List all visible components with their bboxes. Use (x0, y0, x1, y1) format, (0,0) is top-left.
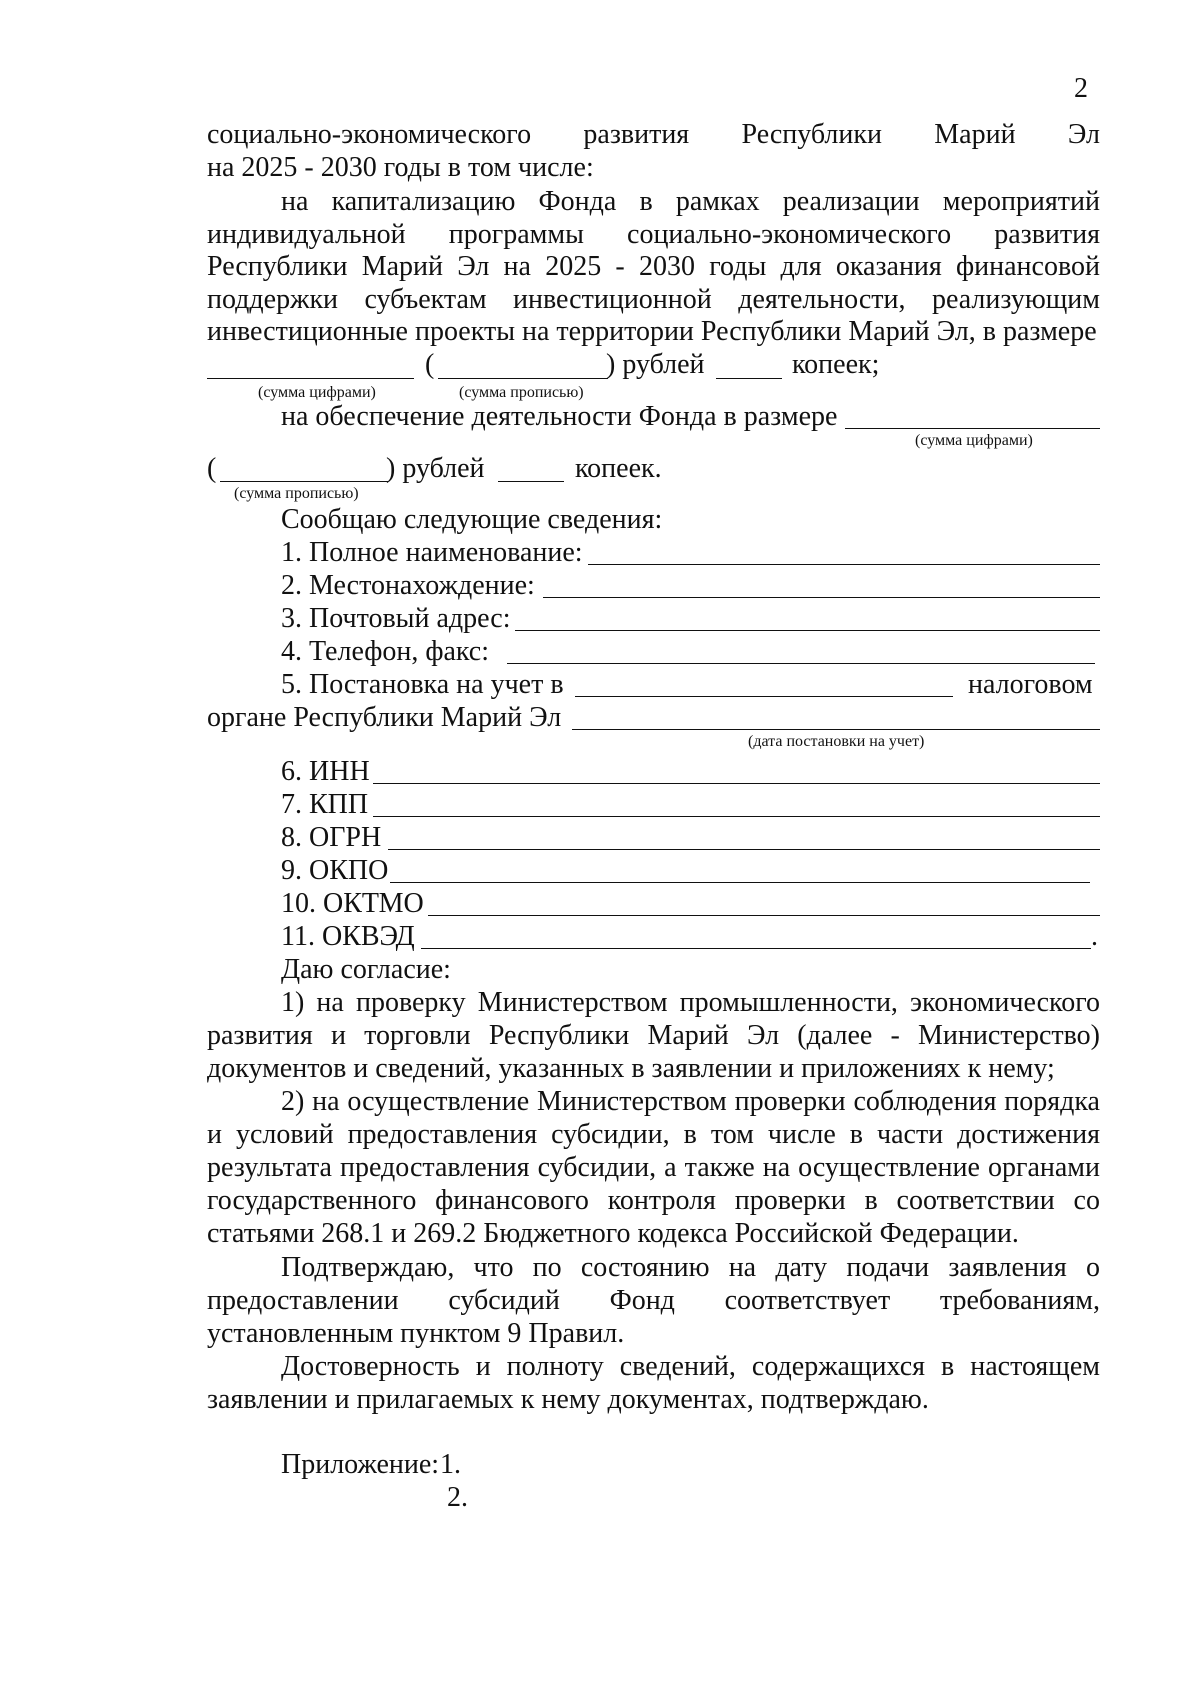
inn-field[interactable] (373, 783, 1100, 784)
intro-word: развития (583, 119, 690, 150)
oktmo-field[interactable] (428, 915, 1100, 916)
confirm-paragraph-2 (207, 1350, 1100, 1416)
page-number: 2 (1074, 73, 1088, 104)
okved-label: 11. ОКВЭД (281, 921, 415, 952)
postal-label: 3. Почтовый адрес: (281, 603, 511, 634)
support-text: на обеспечение деятельности Фонда в размере (281, 401, 838, 432)
intro-word: Эл (1067, 119, 1100, 150)
capitalization-paragraph (207, 186, 1100, 349)
caption-digits: (сумма цифрами) (915, 432, 1033, 449)
registration-date-field[interactable] (572, 729, 1100, 730)
oktmo-label: 10. ОКТМО (281, 888, 424, 919)
okved-end: . (1091, 921, 1098, 952)
consent-item-2-text: 2) на осуществление Министерством проверки соблюдения порядка и условий предоставления субсидии, в том числе в части достижения результата предоставления субсидии, а также на осуществление органами государственного финансового контроля проверки в соответствии со статьями 268.1 и 269.2 Бюджетного кодекса Российской Федерации. (207, 1086, 1100, 1249)
open-paren: ( (207, 453, 217, 484)
phone-label: 4. Телефон, факс: (281, 636, 490, 667)
support-digits-field[interactable] (845, 428, 1100, 429)
capitalization-words-field[interactable] (438, 378, 608, 379)
phone-field[interactable] (507, 663, 1095, 664)
consent-item-1 (207, 986, 1100, 1085)
support-kopeks-field[interactable] (498, 481, 564, 482)
attachments-label: Приложение: (281, 1449, 440, 1480)
registration-label-c: органе Республики Марий Эл (207, 702, 562, 733)
kopeks-label: копеек. (575, 453, 662, 484)
location-field[interactable] (543, 597, 1100, 598)
location-label: 2. Местонахождение: (281, 570, 535, 601)
intro-word: социально-экономического (207, 119, 532, 150)
consent-item-2 (207, 1085, 1100, 1250)
rubles-label: ) рублей (386, 453, 485, 484)
consent-heading: Даю согласие: (281, 954, 451, 985)
registration-authority-field[interactable] (575, 696, 953, 697)
registration-label: 5. Постановка на учет в (281, 669, 564, 700)
kpp-label: 7. КПП (281, 789, 369, 820)
inn-label: 6. ИНН (281, 756, 370, 787)
rubles-label: ) рублей (606, 349, 705, 380)
ogrn-field[interactable] (388, 849, 1100, 850)
info-heading: Сообщаю следующие сведения: (281, 504, 663, 535)
intro-word: Марий (934, 119, 1016, 150)
confirm-paragraph-1 (207, 1251, 1100, 1350)
kopeks-label: копеек; (792, 349, 880, 380)
full-name-label: 1. Полное наименование: (281, 537, 583, 568)
attachment-item-1: 1. (440, 1449, 461, 1480)
support-words-field[interactable] (220, 481, 388, 482)
intro-line-2: на 2025 - 2030 годы в том числе: (207, 152, 594, 183)
caption-words: (сумма прописью) (459, 384, 584, 401)
capitalization-digits-field[interactable] (207, 378, 414, 379)
open-paren: ( (425, 349, 435, 380)
consent-item-1-text: 1) на проверку Министерством промышленности, экономического развития и торговли Республики Марий Эл (далее - Министерство) документов и сведений, указанных в заявлении и приложениях к нему; (207, 987, 1100, 1084)
postal-field[interactable] (515, 630, 1100, 631)
attachment-item-2: 2. (447, 1482, 468, 1513)
caption-digits: (сумма цифрами) (258, 384, 376, 401)
okved-field[interactable] (421, 948, 1091, 949)
caption-words: (сумма прописью) (234, 485, 359, 502)
okpo-field[interactable] (390, 882, 1090, 883)
confirm-1-text: Подтверждаю, что по состоянию на дату подачи заявления о предоставлении субсидий Фонд соответствует требованиям, установленным пунктом 9 Правил. (207, 1252, 1100, 1349)
ogrn-label: 8. ОГРН (281, 822, 382, 853)
capitalization-kopeks-field[interactable] (716, 378, 782, 379)
full-name-field[interactable] (588, 564, 1100, 565)
registration-caption: (дата постановки на учет) (748, 733, 925, 750)
intro-line-1 (207, 118, 1100, 151)
kpp-field[interactable] (373, 816, 1100, 817)
capitalization-text: на капитализацию Фонда в рамках реализации мероприятий индивидуальной программы социально-экономического развития Республики Марий Эл на 2025 - 2030 годы для оказания финансовой поддержки субъектам инвестиционной деятельности, реализующим инвестиционные проекты на территории Республики Марий Эл, в размере (207, 186, 1100, 348)
confirm-2-text: Достоверность и полноту сведений, содержащихся в настоящем заявлении и прилагаемых к нему документах, подтверждаю. (207, 1351, 1100, 1415)
registration-label-b: налоговом (968, 669, 1093, 700)
okpo-label: 9. ОКПО (281, 855, 389, 886)
intro-word: Республики (741, 119, 882, 150)
